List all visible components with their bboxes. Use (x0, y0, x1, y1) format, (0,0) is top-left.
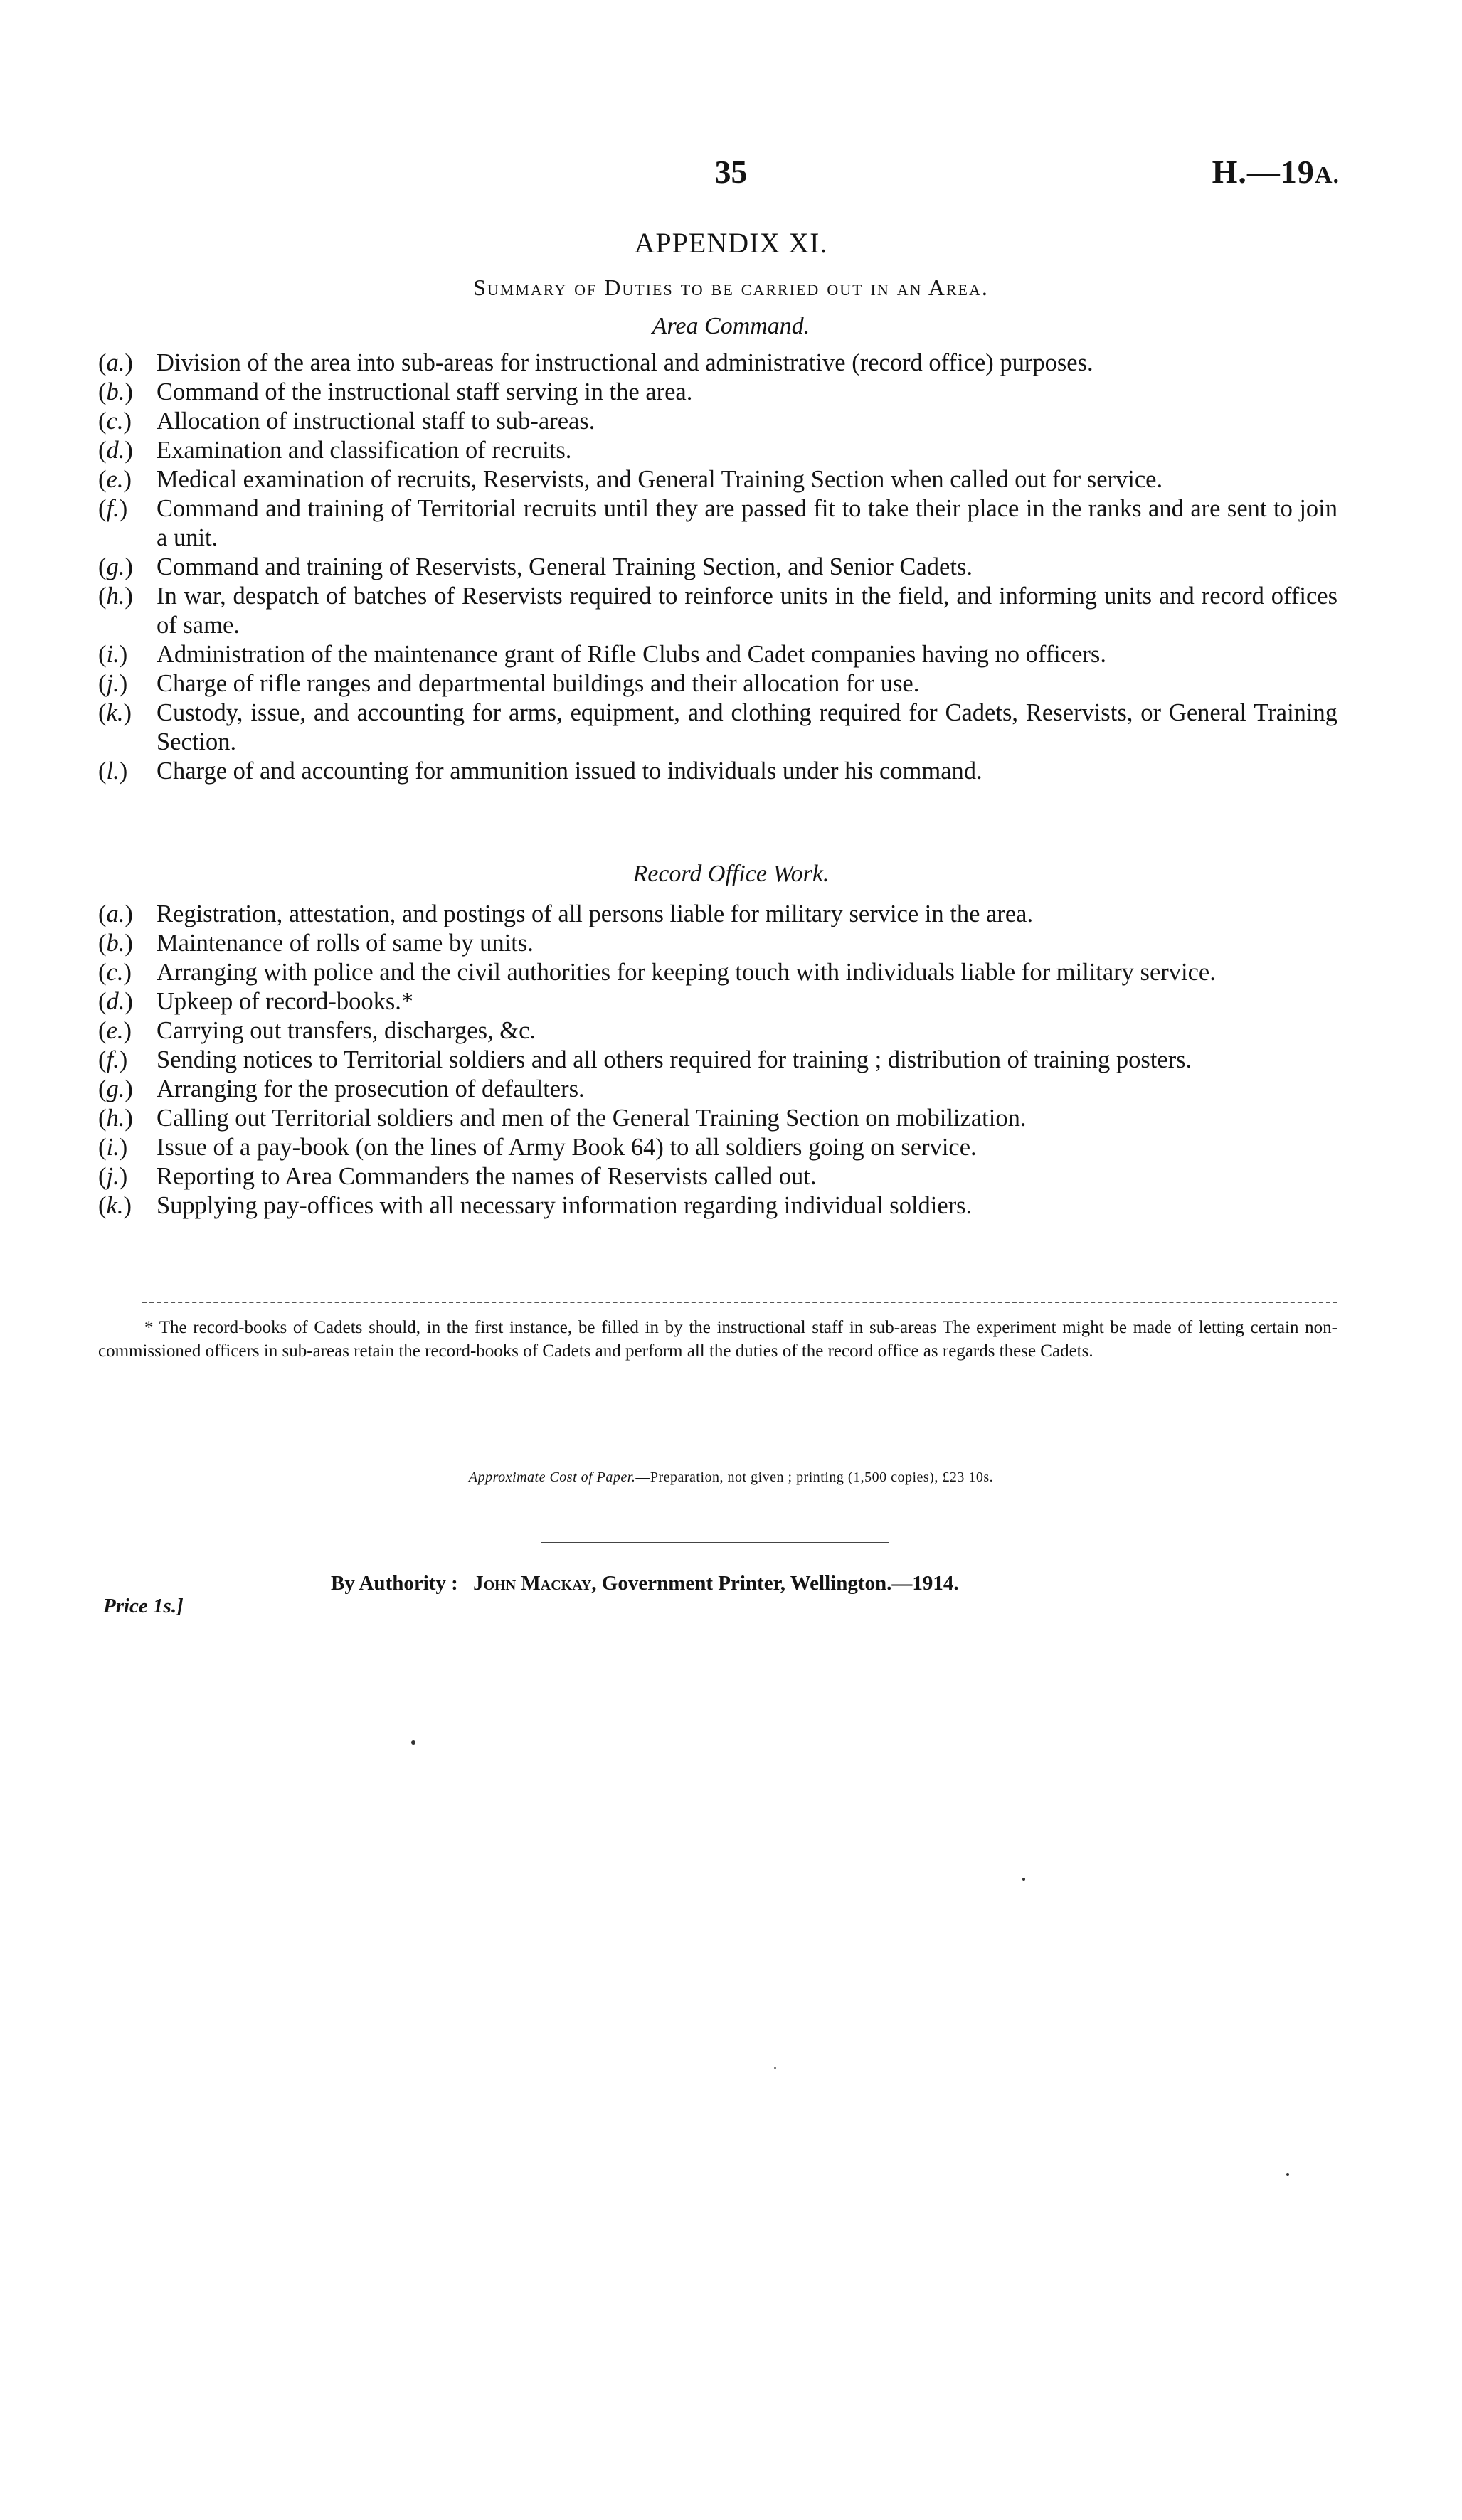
list-item: (h.) In war, despatch of batches of Reservists required to reinforce units in the field, and informing units and record offices of same. (98, 583, 1337, 639)
record-office-list (98, 900, 1337, 1221)
list-item: (e.) Carrying out transfers, discharges, &c. (98, 1017, 536, 1044)
list-item: (d.) Upkeep of record-books.* (98, 988, 414, 1015)
section-title-area-command: Area Command. (652, 313, 810, 339)
scan-speck (411, 1740, 415, 1745)
summary-title: Summary of Duties to be carried out in an Area. (473, 275, 989, 300)
cost-note-text: —Preparation, not given ; printing (1,500 copies), £23 10s. (635, 1469, 994, 1485)
document-reference (1212, 153, 1340, 191)
list-item: (j.) Reporting to Area Commanders the names of Reservists called out. (98, 1163, 817, 1190)
imprint-rest: , Government Printer, Wellington.—1914. (591, 1572, 959, 1595)
list-item: (b.) Command of the instructional staff serving in the area. (98, 378, 693, 405)
list-item: (k.) Supplying pay-offices with all necessary information regarding individual soldiers. (98, 1192, 973, 1219)
list-item: (f.) Sending notices to Territorial soldiers and all others required for training ; distribution of training posters. (98, 1046, 1192, 1073)
printer-imprint (331, 1572, 959, 1595)
list-item: (j.) Charge of rifle ranges and departmental buildings and their allocation for use. (98, 670, 920, 697)
list-item: (b.) Maintenance of rolls of same by units. (98, 930, 534, 957)
list-item: (a.) Registration, attestation, and postings of all persons liable for military service in the area. (98, 900, 1034, 927)
cost-note (0, 1469, 1462, 1486)
list-item: (f.) Command and training of Territorial recruits until they are passed fit to take their place in the ranks and are sent to join a unit. (98, 495, 1337, 551)
list-item: (i.) Issue of a pay-book (on the lines of Army Book 64) to all soldiers going on service. (98, 1134, 977, 1161)
price: Price 1s.] (103, 1595, 184, 1617)
list-item: (k.) Custody, issue, and accounting for arms, equipment, and clothing required for Cadets, Reservists, or General Training Section. (98, 699, 1337, 755)
footnote (98, 1316, 1337, 1363)
scan-speck (774, 2067, 776, 2069)
list-item: (c.) Allocation of instructional staff to sub-areas. (98, 408, 595, 435)
section-title-record-office-work: Record Office Work. (632, 861, 830, 887)
cost-note-label: Approximate Cost of Paper. (468, 1469, 636, 1485)
list-item: (c.) Arranging with police and the civil authorities for keeping touch with individuals liable for military service. (98, 959, 1216, 986)
list-item: (a.) Division of the area into sub-areas for instructional and administrative (record office) purposes. (98, 349, 1093, 376)
scan-speck (1286, 2173, 1289, 2176)
list-item: (g.) Arranging for the prosecution of defaulters. (98, 1075, 585, 1102)
area-command-list (98, 349, 1337, 786)
imprint-prefix: By Authority : (331, 1572, 458, 1595)
footnote-separator (142, 1302, 1337, 1303)
document-reference-suffix: A. (1314, 162, 1340, 188)
printer-name: John Mackay (473, 1572, 592, 1595)
scan-speck (1022, 1878, 1025, 1881)
footnote-text: * The record-books of Cadets should, in the first instance, be filled in by the instructional staff in sub-areas The experiment might be made of letting certain non-commissioned officers in sub-areas retain the record-books of Cadets and perform all the duties of the record office as regards these Cadets. (98, 1318, 1337, 1361)
imprint-rule (541, 1542, 889, 1543)
list-item: (g.) Command and training of Reservists, General Training Section, and Senior Cadets. (98, 553, 973, 580)
list-item: (i.) Administration of the maintenance grant of Rifle Clubs and Cadet companies having no officers. (98, 641, 1106, 668)
list-item: (l.) Charge of and accounting for ammunition issued to individuals under his command. (98, 757, 982, 785)
list-item: (e.) Medical examination of recruits, Reservists, and General Training Section when called out for service. (98, 466, 1163, 493)
list-item: (d.) Examination and classification of recruits. (98, 437, 572, 464)
list-item: (h.) Calling out Territorial soldiers and men of the General Training Section on mobilization. (98, 1105, 1027, 1132)
document-reference-main: H.—19 (1212, 154, 1315, 190)
page-number: 35 (714, 154, 748, 190)
appendix-title: APPENDIX XI. (634, 227, 828, 259)
